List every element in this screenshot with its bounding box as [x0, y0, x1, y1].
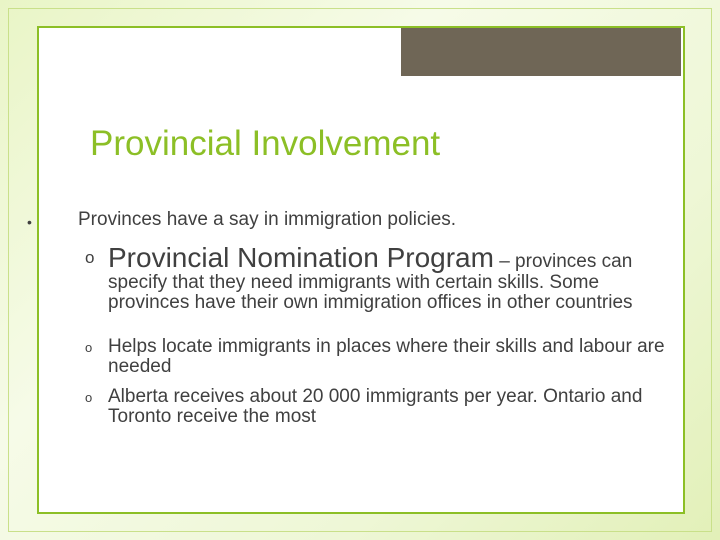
sub-bullet-lead: Provincial Nomination Program	[108, 242, 494, 273]
sub-bullet-text: Alberta receives about 20 000 immigrants per year. Ontario and Toronto receive the most	[108, 386, 643, 427]
sub-bullet-body: – provinces can specify that they need immigrants with certain skills. Some provinces have their own immigration offices in other countries	[108, 251, 633, 313]
main-bullet-text: Provinces have a say in immigration policies.	[78, 209, 457, 230]
sub-bullet-text	[108, 243, 668, 313]
decorative-top-bar	[401, 28, 681, 76]
slide-title: Provincial Involvement	[90, 124, 441, 163]
circle-bullet-icon: o	[85, 390, 93, 405]
sub-bullet-text: Helps locate immigrants in places where their skills and labour are needed	[108, 336, 665, 377]
bullet-dot-icon: •	[27, 214, 32, 230]
circle-bullet-icon: o	[85, 340, 93, 355]
circle-bullet-icon: o	[85, 248, 95, 267]
